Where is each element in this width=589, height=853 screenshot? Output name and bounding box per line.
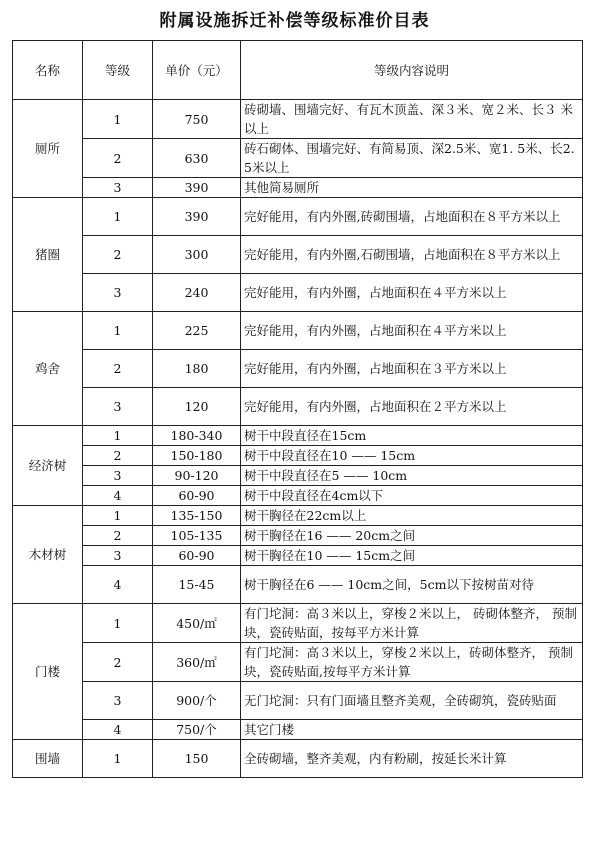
grade-cell: 4	[83, 720, 153, 740]
description-cell: 其它门楼	[241, 720, 583, 740]
grade-cell: 2	[83, 446, 153, 466]
table-row	[13, 643, 583, 682]
description-cell: 树干胸径在6 —— 10cm之间，5cm以下按树苗对待	[241, 566, 583, 604]
facility-name: 经济树	[13, 426, 83, 506]
facility-name: 厕所	[13, 100, 83, 198]
table-row	[13, 274, 583, 312]
header-price: 单价（元）	[153, 41, 241, 100]
table-body	[13, 100, 583, 778]
price-table	[12, 40, 583, 778]
description-cell: 其他简易厕所	[241, 178, 583, 198]
price-cell: 60-90	[153, 486, 241, 506]
grade-cell: 1	[83, 100, 153, 139]
description-cell: 树干胸径在10 —— 15cm之间	[241, 546, 583, 566]
grade-cell: 2	[83, 350, 153, 388]
grade-cell: 3	[83, 466, 153, 486]
description-cell: 砖砌墙、围墙完好、有瓦木顶盖、深３米、宽２米、长３ 米以上	[241, 100, 583, 139]
price-cell: 300	[153, 236, 241, 274]
grade-cell: 3	[83, 178, 153, 198]
table-row	[13, 139, 583, 178]
table-row	[13, 604, 583, 643]
price-cell: 390	[153, 198, 241, 236]
grade-cell: 1	[83, 506, 153, 526]
grade-cell: 3	[83, 388, 153, 426]
description-cell: 树干中段直径在4cm以下	[241, 486, 583, 506]
grade-cell: 1	[83, 740, 153, 778]
price-cell: 180	[153, 350, 241, 388]
grade-cell: 2	[83, 643, 153, 682]
facility-name: 木材树	[13, 506, 83, 604]
description-cell: 树干中段直径在10 —— 15cm	[241, 446, 583, 466]
table-row	[13, 486, 583, 506]
price-cell: 90-120	[153, 466, 241, 486]
description-cell: 完好能用，有内外圈，占地面积在３平方米以上	[241, 350, 583, 388]
grade-cell: 1	[83, 198, 153, 236]
table-row	[13, 546, 583, 566]
grade-cell: 3	[83, 274, 153, 312]
description-cell: 有门坨洞：高３米以上，穿梭２米以上， 砖砌体整齐， 预制块，瓷砖贴面，按每平方米计算	[241, 604, 583, 643]
description-cell: 树干胸径在22cm以上	[241, 506, 583, 526]
grade-cell: 1	[83, 426, 153, 446]
facility-name: 门楼	[13, 604, 83, 740]
table-row	[13, 446, 583, 466]
price-cell: 180-340	[153, 426, 241, 446]
description-cell: 树干中段直径在15cm	[241, 426, 583, 446]
facility-name: 猪圈	[13, 198, 83, 312]
price-cell: 135-150	[153, 506, 241, 526]
description-cell: 全砖砌墙，整齐美观，内有粉刷，按延长米计算	[241, 740, 583, 778]
grade-cell: 1	[83, 312, 153, 350]
table-row	[13, 566, 583, 604]
header-name: 名称	[13, 41, 83, 100]
facility-name: 围墙	[13, 740, 83, 778]
table-row	[13, 526, 583, 546]
description-cell: 完好能用，有内外圈，占地面积在２平方米以上	[241, 388, 583, 426]
table-row	[13, 236, 583, 274]
table-row	[13, 198, 583, 236]
grade-cell: 4	[83, 486, 153, 506]
grade-cell: 1	[83, 604, 153, 643]
price-cell: 150	[153, 740, 241, 778]
price-cell: 60-90	[153, 546, 241, 566]
grade-cell: 2	[83, 526, 153, 546]
price-cell: 630	[153, 139, 241, 178]
description-cell: 有门坨洞：高３米以上，穿梭２米以上，砖砌体整齐， 预制块，瓷砖贴面,按每平方米计算	[241, 643, 583, 682]
price-cell: 390	[153, 178, 241, 198]
price-cell: 120	[153, 388, 241, 426]
page-title: 附属设施拆迁补偿等级标准价目表	[159, 11, 430, 31]
price-cell: 105-135	[153, 526, 241, 546]
grade-cell: 3	[83, 546, 153, 566]
table-row	[13, 506, 583, 526]
description-cell: 完好能用，有内外圈，占地面积在４平方米以上	[241, 312, 583, 350]
price-cell: 900/个	[153, 682, 241, 720]
price-cell: 450/㎡	[153, 604, 241, 643]
description-cell: 完好能用，有内外圈，占地面积在４平方米以上	[241, 274, 583, 312]
table-row	[13, 740, 583, 778]
table-row	[13, 426, 583, 446]
table-row	[13, 466, 583, 486]
price-cell: 150-180	[153, 446, 241, 466]
table-row	[13, 312, 583, 350]
price-cell: 750	[153, 100, 241, 139]
price-cell: 15-45	[153, 566, 241, 604]
description-cell: 完好能用，有内外圈,砖砌围墙，占地面积在８平方米以上	[241, 198, 583, 236]
table-row	[13, 682, 583, 720]
header-description: 等级内容说明	[241, 41, 583, 100]
table-row	[13, 720, 583, 740]
description-cell: 完好能用，有内外圈,石砌围墙，占地面积在８平方米以上	[241, 236, 583, 274]
price-cell: 750/个	[153, 720, 241, 740]
description-cell: 树干胸径在16 —— 20cm之间	[241, 526, 583, 546]
header-grade: 等级	[83, 41, 153, 100]
grade-cell: 3	[83, 682, 153, 720]
table-row	[13, 100, 583, 139]
table-row	[13, 178, 583, 198]
facility-name: 鸡舍	[13, 312, 83, 426]
price-cell: 360/㎡	[153, 643, 241, 682]
table-row	[13, 350, 583, 388]
header-row	[13, 41, 583, 100]
grade-cell: 4	[83, 566, 153, 604]
price-cell: 240	[153, 274, 241, 312]
price-cell: 225	[153, 312, 241, 350]
description-cell: 无门坨洞：只有门面墙且整齐美观，全砖砌筑，瓷砖贴面	[241, 682, 583, 720]
description-cell: 砖石砌体、围墙完好、有简易顶、深2.5米、宽1. 5米、长2.5米以上	[241, 139, 583, 178]
grade-cell: 2	[83, 236, 153, 274]
table-row	[13, 388, 583, 426]
description-cell: 树干中段直径在5 —— 10cm	[241, 466, 583, 486]
grade-cell: 2	[83, 139, 153, 178]
